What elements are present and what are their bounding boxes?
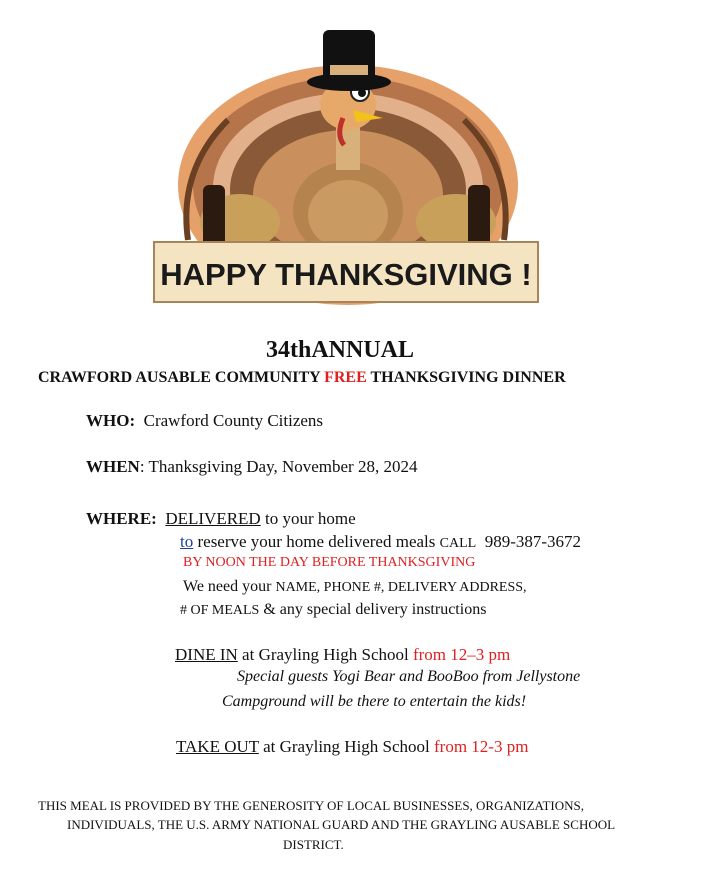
delivered-rest: to your home xyxy=(264,509,356,528)
who-line xyxy=(86,411,323,431)
when-label: WHEN xyxy=(86,457,140,476)
delivered-label: DELIVERED xyxy=(165,509,261,528)
need-text-2: NAME, PHONE #, DELIVERY ADDRESS, xyxy=(275,580,527,595)
dine-in-label: DINE IN xyxy=(175,645,238,664)
deadline-text: BY NOON THE DAY BEFORE THANKSGIVING xyxy=(183,555,476,570)
to-word: to xyxy=(180,532,194,551)
event-title xyxy=(38,369,566,387)
call-label: CALL xyxy=(439,536,477,551)
footer-line-1: THIS MEAL IS PROVIDED BY THE GENEROSITY OF LOCAL BUSINESSES, ORGANIZATIONS, xyxy=(38,798,585,813)
title-prefix: CRAWFORD AUSABLE COMMUNITY xyxy=(38,369,321,386)
who-value: Crawford County Citizens xyxy=(143,411,324,430)
title-suffix: THANKSGIVING DINNER xyxy=(370,369,566,386)
dine-in-location: at Grayling High School xyxy=(242,645,409,664)
special-guests-line-1: Special guests Yogi Bear and BooBoo from Jellystone xyxy=(237,668,581,685)
take-out-label: TAKE OUT xyxy=(176,737,259,756)
need-line xyxy=(183,578,527,596)
reserve-line xyxy=(180,532,581,552)
take-out-time: from 12-3 pm xyxy=(434,737,529,756)
take-out-location: at Grayling High School xyxy=(263,737,430,756)
who-label: WHO: xyxy=(86,411,136,430)
pilgrim-hat xyxy=(307,30,391,91)
dine-in-time: from 12–3 pm xyxy=(412,645,511,664)
reserve-text: reserve your home delivered meals xyxy=(197,532,436,551)
meals-line xyxy=(180,601,486,619)
meals-text-2: & any special delivery instructions xyxy=(263,601,487,618)
footer-line-2: INDIVIDUALS, THE U.S. ARMY NATIONAL GUARD AND THE GRAYLING AUSABLE SCHOOL xyxy=(67,817,616,832)
phone-number: 989-387-3672 xyxy=(484,532,582,551)
annual-heading: 34thANNUAL xyxy=(266,337,415,363)
dine-in-line xyxy=(175,645,510,665)
thanksgiving-banner xyxy=(154,242,538,302)
turkey-illustration xyxy=(148,10,544,310)
banner-text: HAPPY THANKSGIVING ! xyxy=(160,257,532,292)
where-label: WHERE: xyxy=(86,509,157,528)
footer-line-3: DISTRICT. xyxy=(283,837,344,852)
when-line xyxy=(86,457,417,477)
take-out-line xyxy=(176,737,528,757)
special-guests-line-2: Campground will be there to entertain the kids! xyxy=(222,693,527,710)
when-value: : Thanksgiving Day, November 28, 2024 xyxy=(139,457,418,476)
title-free: FREE xyxy=(324,369,367,386)
where-line xyxy=(86,509,356,529)
need-text-1: We need your xyxy=(183,578,272,595)
meals-text-1: # OF MEALS xyxy=(180,603,260,618)
